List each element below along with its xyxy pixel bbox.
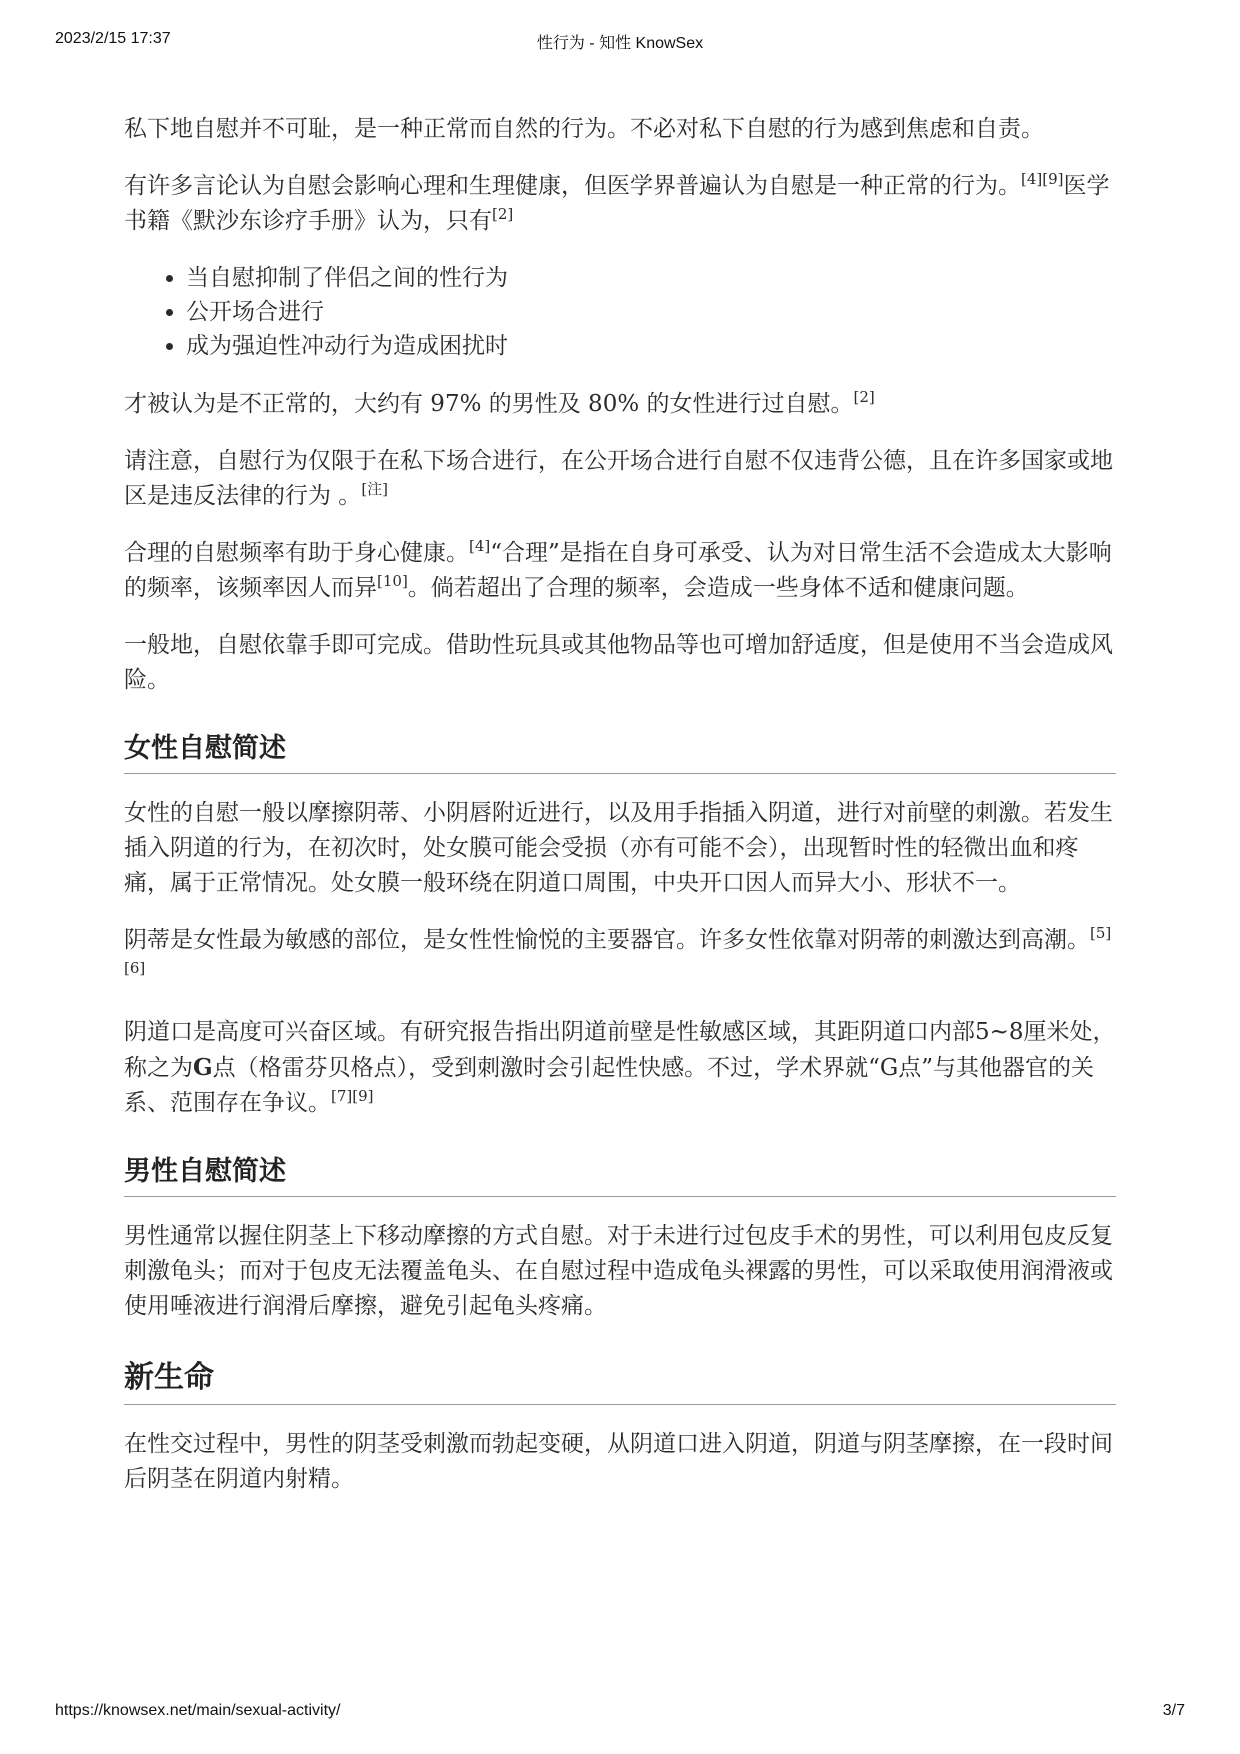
print-page-title: 性行为 - 知性 KnowSex <box>536 35 704 52</box>
paragraph: 有许多言论认为自慰会影响心理和生理健康，但医学界普遍认为自慰是一种正常的行为。[4][9]医学书籍《默沙东诊疗手册》认为，只有[2] <box>124 170 1110 234</box>
paragraph: 一般地，自慰依靠手即可完成。借助性玩具或其他物品等也可增加舒适度，但是使用不当会造成风险。 <box>124 632 1113 693</box>
bullet-list <box>124 261 1116 363</box>
paragraph: 男性通常以握住阴茎上下移动摩擦的方式自慰。对于未进行过包皮手术的男性，可以利用包皮反复刺激龟头；而对于包皮无法覆盖龟头、在自慰过程中造成龟头裸露的男性，可以采取使用润滑液或使用唾液进行润滑后摩擦，避免引起龟头疼痛。 <box>124 1223 1113 1319</box>
citation-link[interactable]: [10] <box>377 572 408 590</box>
list-item: • 当自慰抑制了伴侣之间的性行为 <box>186 261 1116 295</box>
paragraph: 请注意，自慰行为仅限于在私下场合进行，在公开场合进行自慰不仅违背公德，且在许多国家或地区是违反法律的行为 。[注] <box>124 448 1113 509</box>
list-item: • 公开场合进行 <box>186 295 1116 329</box>
citation-link[interactable]: [5][6] <box>124 924 1112 977</box>
print-datetime: 2023/2/15 17:37 <box>55 30 171 47</box>
citation-link[interactable]: [2] <box>492 205 514 223</box>
section-heading-new-life: 新生命 <box>124 1352 1116 1405</box>
paragraph: 私下地自慰并不可耻，是一种正常而自然的行为。不必对私下自慰的行为感到焦虑和自责。 <box>124 116 1044 142</box>
paragraph: 才被认为是不正常的，大约有 97% 的男性及 80% 的女性进行过自慰。[2] <box>124 388 875 417</box>
paragraph: 阴蒂是女性最为敏感的部位，是女性性愉悦的主要器官。许多女性依靠对阴蒂的刺激达到高潮。[5][6] <box>124 924 1112 977</box>
paragraph: 女性的自慰一般以摩擦阴蒂、小阴唇附近进行，以及用手指插入阴道，进行对前壁的刺激。若发生插入阴道的行为，在初次时，处女膜可能会受损（亦有可能不会），出现暂时性的轻微出血和疼痛，属于正常情况。处女膜一般环绕在阴道口周围，中央开口因人而异大小、形状不一。 <box>124 800 1113 896</box>
print-header <box>0 30 1240 52</box>
g-spot-letter: G <box>193 1054 213 1081</box>
citation-link[interactable]: [2] <box>853 388 875 406</box>
list-item: • 成为强迫性冲动行为造成困扰时 <box>186 329 1116 363</box>
print-page-number: 3/7 <box>1162 1702 1185 1719</box>
print-url: https://knowsex.net/main/sexual-activity/ <box>55 1702 341 1719</box>
citation-link[interactable]: [4][9] <box>1021 170 1064 188</box>
section-heading-male: 男性自慰简述 <box>124 1149 1116 1197</box>
article-body <box>124 112 1116 1519</box>
section-heading-female: 女性自慰简述 <box>124 726 1116 774</box>
paragraph: 在性交过程中，男性的阴茎受刺激而勃起变硬，从阴道口进入阴道，阴道与阴茎摩擦，在一段时间后阴茎在阴道内射精。 <box>124 1431 1113 1492</box>
paragraph: 合理的自慰频率有助于身心健康。[4]“合理”是指在自身可承受、认为对日常生活不会造成太大影响的频率，该频率因人而异[10]。倘若超出了合理的频率，会造成一些身体不适和健康问题。 <box>124 537 1112 601</box>
print-footer <box>0 1702 1240 1724</box>
paragraph: 阴道口是高度可兴奋区域。有研究报告指出阴道前壁是性敏感区域，其距阴道口内部5~8厘米处，称之为G点（格雷芬贝格点），受到刺激时会引起性快感。不过，学术界就“G点”与其他器官的关系、范围存在争议。[7][9] <box>124 1019 1116 1116</box>
citation-link[interactable]: [7][9] <box>331 1087 374 1105</box>
note-link[interactable]: [注] <box>361 480 389 498</box>
citation-link[interactable]: [4] <box>469 537 491 555</box>
